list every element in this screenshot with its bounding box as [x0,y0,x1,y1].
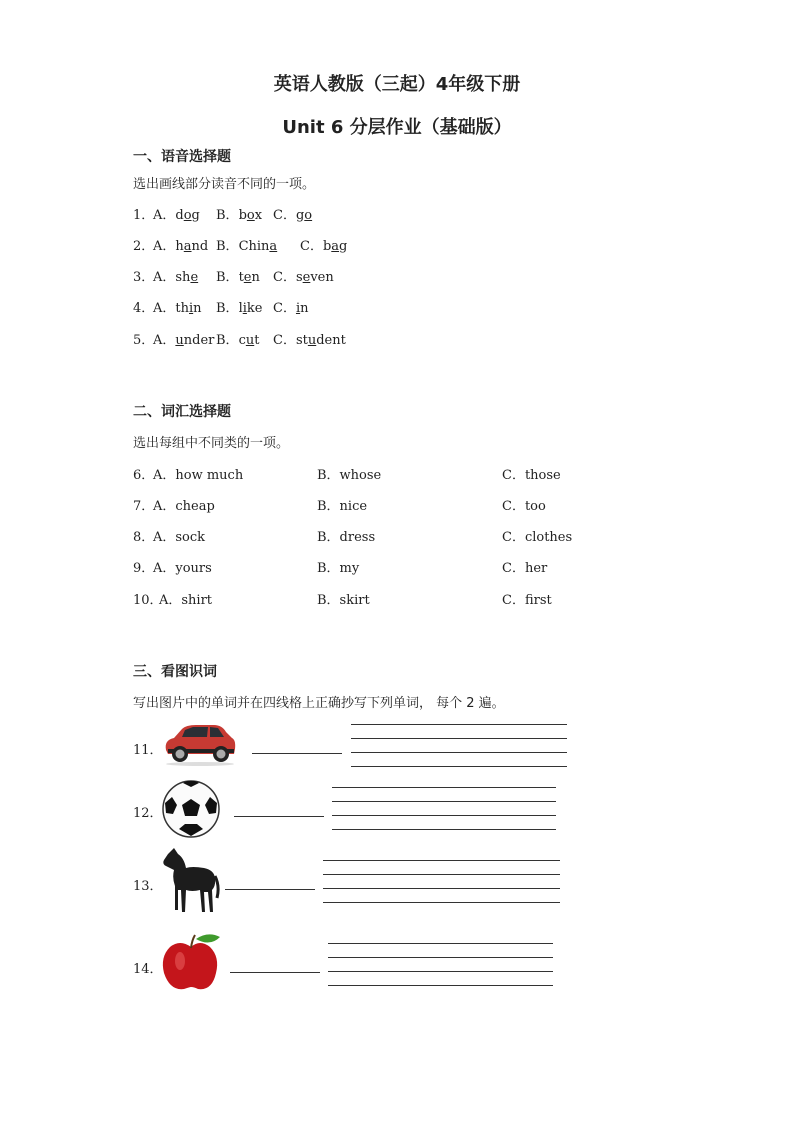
horse-picture [160,846,220,916]
option-a[interactable]: A．yours [153,561,212,576]
option-a[interactable]: A．sock [153,530,206,545]
option-a[interactable]: A．hand [153,239,209,254]
section3-heading: 三、看图识词 [133,664,217,680]
item-number: 12． [133,806,163,821]
question-number: 5． [133,333,155,348]
option-c[interactable]: C．go [273,208,313,223]
page-title: 英语人教版（三起）4年级下册 [273,74,521,95]
question-number: 2． [133,239,155,254]
question-number: 8． [133,530,155,545]
section1-heading: 一、语音选择题 [133,149,231,165]
option-b[interactable]: B．cut [216,333,260,348]
option-c[interactable]: C．clothes [502,530,573,545]
page-subtitle: Unit 6 分层作业（基础版） [282,117,512,138]
question-number: 4． [133,301,155,316]
section2-heading: 二、词汇选择题 [133,404,231,420]
option-b[interactable]: B．my [317,561,360,576]
option-c[interactable]: C．first [502,593,552,608]
section2-instruction: 选出每组中不同类的一项。 [133,436,290,451]
option-b[interactable]: B．whose [317,468,382,483]
item-number: 14． [133,962,163,977]
option-b[interactable]: B．box [216,208,263,223]
option-a[interactable]: A．how much [153,468,244,483]
answer-blank[interactable] [225,889,315,890]
option-a[interactable]: A．under [153,333,215,348]
option-a[interactable]: A．cheap [153,499,215,514]
option-a[interactable]: A．she [153,270,199,285]
option-b[interactable]: B．ten [216,270,260,285]
answer-blank[interactable] [252,753,342,754]
option-b[interactable]: B．nice [317,499,368,514]
answer-blank[interactable] [234,816,324,817]
option-c[interactable]: C．too [502,499,546,514]
apple-picture [160,931,222,993]
section3-instruction: 写出图片中的单词并在四线格上正确抄写下列单词， 每个 2 遍。 [133,696,505,711]
question-number: 10． [133,593,163,608]
option-c[interactable]: C．bag [300,239,348,254]
question-number: 7． [133,499,155,514]
question-number: 1． [133,208,155,223]
option-a[interactable]: A．dog [153,208,200,223]
option-b[interactable]: B．dress [317,530,376,545]
section1-instruction: 选出画线部分读音不同的一项。 [133,177,316,192]
option-a[interactable]: A．shirt [159,593,213,608]
option-c[interactable]: C．student [273,333,346,348]
car-picture [160,718,238,768]
option-a[interactable]: A．thin [153,301,202,316]
answer-blank[interactable] [230,972,320,973]
option-c[interactable]: C．in [273,301,309,316]
option-b[interactable]: B．skirt [317,593,370,608]
item-number: 13． [133,879,163,894]
question-number: 6． [133,468,155,483]
option-c[interactable]: C．those [502,468,561,483]
item-number: 11． [133,743,163,758]
option-c[interactable]: C．seven [273,270,334,285]
question-number: 9． [133,561,155,576]
question-number: 3． [133,270,155,285]
football-picture [161,779,221,839]
option-b[interactable]: B．like [216,301,263,316]
option-c[interactable]: C．her [502,561,548,576]
option-b[interactable]: B．China [216,239,278,254]
